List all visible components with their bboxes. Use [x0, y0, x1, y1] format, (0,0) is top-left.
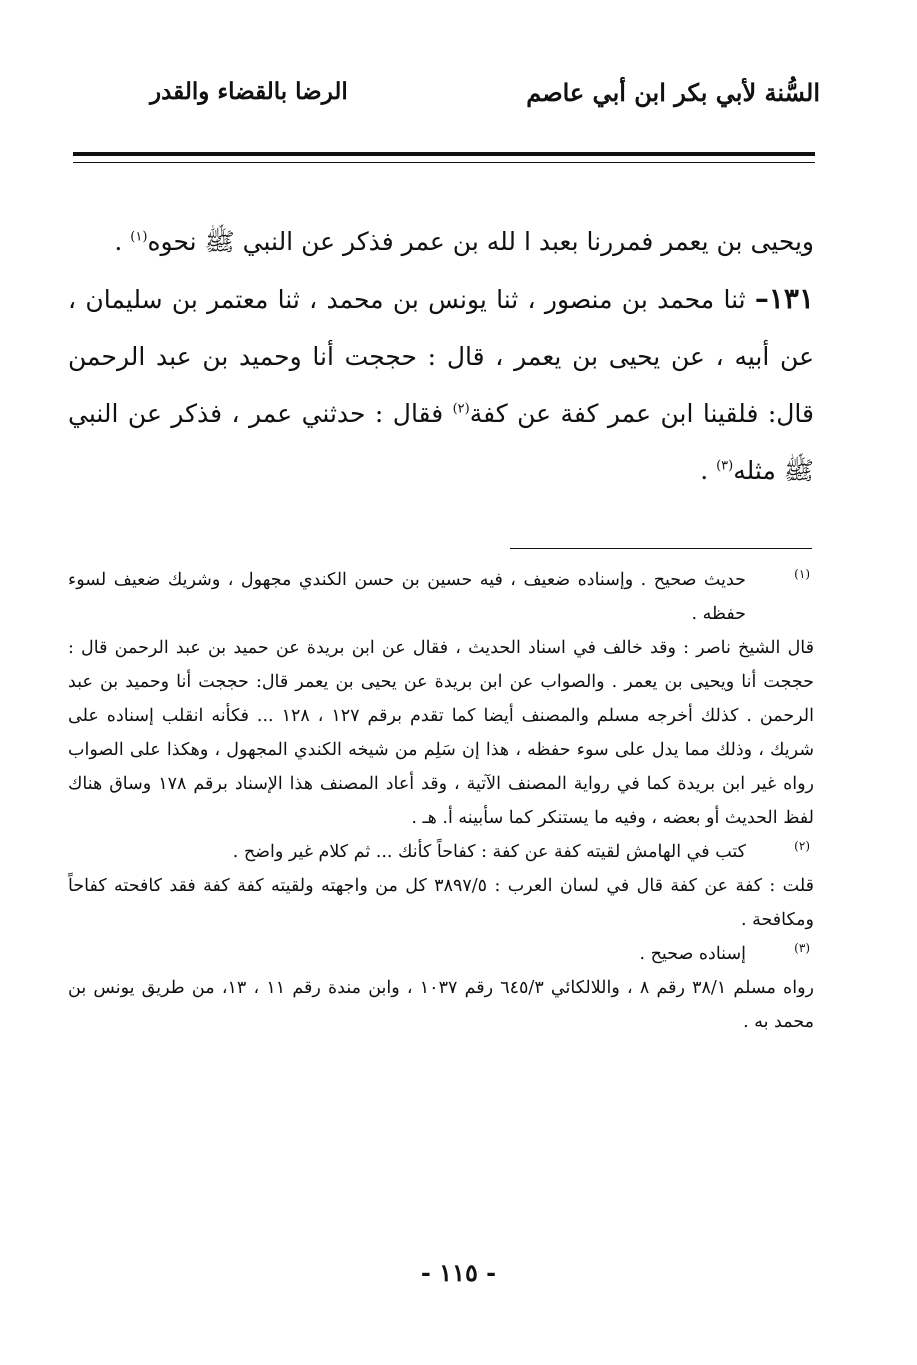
hadith-text-part-1: ثنا محمد بن منصور ، ثنا يونس بن محمد ، ثنا معتمر بن سليمان ، عن أبيه ، عن يحيى بن يعمر ، قال : حججت أنا وحميد بن عبد الرحمن قال: فلقينا ابن عمر كفة عن كفة: [68, 285, 814, 428]
book-title: السُّنة لأبي بكر ابن أبي عاصم: [526, 78, 820, 107]
footnotes: [68, 563, 814, 1039]
main-paragraph-1: [68, 213, 814, 270]
footnote-1: [68, 563, 814, 835]
paragraph-1-text: ويحيى بن يعمر فمررنا بعبد ا لله بن عمر فذكر عن النبي ﷺ نحوه: [147, 227, 814, 256]
hadith-number: ١٣١–: [754, 282, 814, 315]
running-header: [150, 78, 820, 128]
header-rule-thin: [73, 162, 815, 163]
hadith-131: [68, 270, 814, 499]
footnote-continuation: رواه مسلم ٣٨/١ رقم ٨ ، واللالكائي ٦٤٥/٣ رقم ١٠٣٧ ، وابن مندة رقم ١١ ، ١٣، من طريق يونس بن محمد به .: [68, 978, 814, 1032]
footnote-separator: [510, 548, 812, 549]
footnote-ref-2: (٢): [452, 401, 470, 417]
footnote-ref-3: (٣): [716, 458, 734, 474]
footnote-ref-1: (١): [130, 229, 148, 245]
footnote-text: حديث صحيح . وإسناده ضعيف ، فيه حسين بن حسن الكندي مجهول ، وشريك ضعيف لسوء حفظه .: [68, 570, 746, 624]
chapter-title: الرضا بالقضاء والقدر: [150, 78, 348, 105]
footnote-marker: (١): [794, 567, 810, 581]
footnote-continuation: قال الشيخ ناصر : وقد خالف في اسناد الحديث ، فقال عن ابن بريدة عن حميد بن عبد الرحمن قال : حججت أنا ويحيى بن يعمر . والصواب عن ابن بريدة عن يحيى بن يعمر قال: حججت أنا وحميد بن عبد الرحمن . كذلك أخرجه مسلم والمصنف أيضا كما تقدم برقم ١٢٧ ، ١٢٨ ... فكأنه انقلب إسناده على شريك ، وذلك مما يدل على سوء حفظه ، هذا إن سَلِم من شيخه الكندي المجهول ، وهكذا على الصواب رواه غير ابن بريدة كما في رواية المصنف الآتية ، وقد أعاد المصنف هذا الإسناد برقم ١٧٨ وساق هناك لفظ الحديث أو بعضه ، وفيه ما يستنكر كما سأبينه أ. هـ .: [68, 638, 815, 828]
footnote-2: [68, 835, 814, 937]
footnote-text: إسناده صحيح .: [639, 944, 746, 964]
footnote-3: [68, 937, 814, 1039]
footnote-text: كتب في الهامش لقيته كفة عن كفة : كفاحاً كأنك ... ثم كلام غير واضح .: [232, 842, 746, 862]
footnote-marker: (٣): [794, 941, 810, 955]
paragraph-1-end: .: [114, 227, 131, 256]
page-number: - ١١٥ -: [420, 1258, 497, 1287]
main-text: [68, 213, 814, 499]
footnote-marker: (٢): [794, 839, 810, 853]
footnote-continuation: قلت : كفة عن كفة قال في لسان العرب : ٣٨٩٧/٥ كل من واجهته ولقيته كفة كفة فقد كافحته كفاحاً ومكافحة .: [68, 876, 814, 930]
hadith-text-end: .: [700, 456, 717, 485]
header-rule-thick: [73, 152, 815, 156]
hadith-text-part-2: فقال : حدثني عمر ، فذكر عن النبي ﷺ مثله: [68, 399, 814, 485]
